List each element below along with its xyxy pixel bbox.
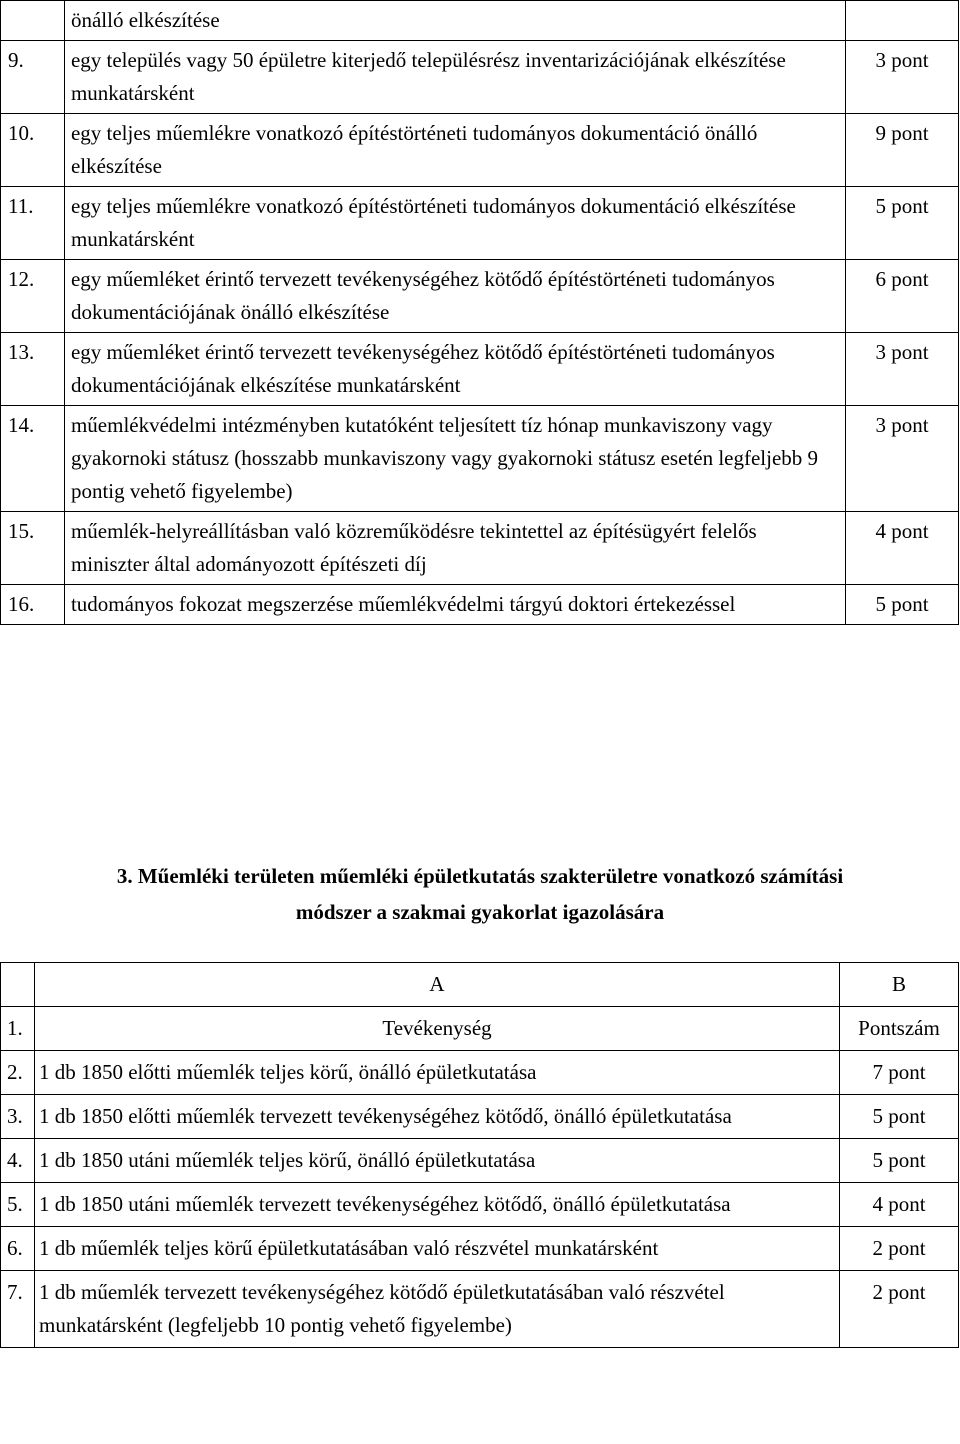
row-points: 9 pont (846, 114, 959, 187)
column-letter-row (1, 963, 959, 1007)
table-row (1, 1139, 959, 1183)
row-number: 11. (1, 187, 65, 260)
row-text: műemlék-helyreállításban való közreműködésre tekintettel az építésügyért felelős miniszter által adományozott építészeti díj (64, 512, 845, 585)
section-heading-line-1: 3. Műemléki területen műemléki épületkutatás szakterületre vonatkozó számítási (116, 864, 844, 888)
row-number: 2. (1, 1051, 35, 1095)
row-number: 9. (1, 41, 65, 114)
row-number (1, 1, 65, 41)
row-text: 1 db műemlék teljes körű épületkutatásában való részvétel munkatársként (34, 1227, 839, 1271)
column-b-header: B (840, 963, 959, 1007)
row-points: 3 pont (846, 406, 959, 512)
row-text: 1 db 1850 előtti műemlék teljes körű, önálló épületkutatása (34, 1051, 839, 1095)
row-text: műemlékvédelmi intézményben kutatóként teljesített tíz hónap munkaviszony vagy gyakornoki státusz (hosszabb munkaviszony vagy gyakornoki státusz esetén legfeljebb 9 pontig vehető figyelembe) (64, 406, 845, 512)
row-number: 16. (1, 585, 65, 625)
table-row (1, 1271, 959, 1348)
row-text: egy teljes műemlékre vonatkozó építéstörténeti tudományos dokumentáció elkészítése munkatársként (64, 187, 845, 260)
points-table-continued (0, 0, 959, 625)
row-number: 7. (1, 1271, 35, 1348)
corner-cell (1, 963, 35, 1007)
points-header: Pontszám (840, 1007, 959, 1051)
section-heading-line-2: módszer a szakmai gyakorlat igazolására (295, 900, 665, 924)
row-text: egy műemléket érintő tervezett tevékenységéhez kötődő építéstörténeti tudományos dokumentációjának önálló elkészítése (64, 260, 845, 333)
row-number: 6. (1, 1227, 35, 1271)
row-number: 5. (1, 1183, 35, 1227)
row-number: 4. (1, 1139, 35, 1183)
row-points: 6 pont (846, 260, 959, 333)
table-row (1, 1183, 959, 1227)
table-row (1, 1051, 959, 1095)
row-number: 12. (1, 260, 65, 333)
table-row (1, 1, 959, 41)
row-number: 1. (1, 1007, 35, 1051)
row-points: 5 pont (840, 1139, 959, 1183)
table-row (1, 512, 959, 585)
row-number: 14. (1, 406, 65, 512)
section-heading (0, 858, 960, 930)
row-text: 1 db műemlék tervezett tevékenységéhez kötődő épületkutatásában való részvétel munkatársként (legfeljebb 10 pontig vehető figyelembe) (34, 1271, 839, 1348)
table-row (1, 406, 959, 512)
row-points: 5 pont (846, 187, 959, 260)
row-number: 3. (1, 1095, 35, 1139)
table-row (1, 585, 959, 625)
row-text: 1 db 1850 utáni műemlék teljes körű, önálló épületkutatása (34, 1139, 839, 1183)
row-number: 10. (1, 114, 65, 187)
row-number: 15. (1, 512, 65, 585)
row-text: egy település vagy 50 épületre kiterjedő településrész inventarizációjának elkészítése munkatársként (64, 41, 845, 114)
calculation-method-table (0, 962, 959, 1348)
table-row (1, 333, 959, 406)
table-row (1, 1227, 959, 1271)
row-text: 1 db 1850 előtti műemlék tervezett tevékenységéhez kötődő, önálló épületkutatása (34, 1095, 839, 1139)
row-text: 1 db 1850 utáni műemlék tervezett tevékenységéhez kötődő, önálló épületkutatása (34, 1183, 839, 1227)
table-row (1, 114, 959, 187)
header-row (1, 1007, 959, 1051)
row-points: 3 pont (846, 333, 959, 406)
row-points: 4 pont (840, 1183, 959, 1227)
row-points: 5 pont (846, 585, 959, 625)
row-points (846, 1, 959, 41)
row-points: 7 pont (840, 1051, 959, 1095)
table-row (1, 1095, 959, 1139)
row-points: 5 pont (840, 1095, 959, 1139)
row-text: egy műemléket érintő tervezett tevékenységéhez kötődő építéstörténeti tudományos dokumentációjának elkészítése munkatársként (64, 333, 845, 406)
row-points: 2 pont (840, 1271, 959, 1348)
table-row (1, 41, 959, 114)
row-text: egy teljes műemlékre vonatkozó építéstörténeti tudományos dokumentáció önálló elkészítése (64, 114, 845, 187)
row-number: 13. (1, 333, 65, 406)
column-a-header: A (34, 963, 839, 1007)
row-points: 4 pont (846, 512, 959, 585)
table-row (1, 187, 959, 260)
row-points: 3 pont (846, 41, 959, 114)
activity-header: Tevékenység (34, 1007, 839, 1051)
table-row (1, 260, 959, 333)
row-text: önálló elkészítése (64, 1, 845, 41)
row-text: tudományos fokozat megszerzése műemlékvédelmi tárgyú doktori értekezéssel (64, 585, 845, 625)
row-points: 2 pont (840, 1227, 959, 1271)
